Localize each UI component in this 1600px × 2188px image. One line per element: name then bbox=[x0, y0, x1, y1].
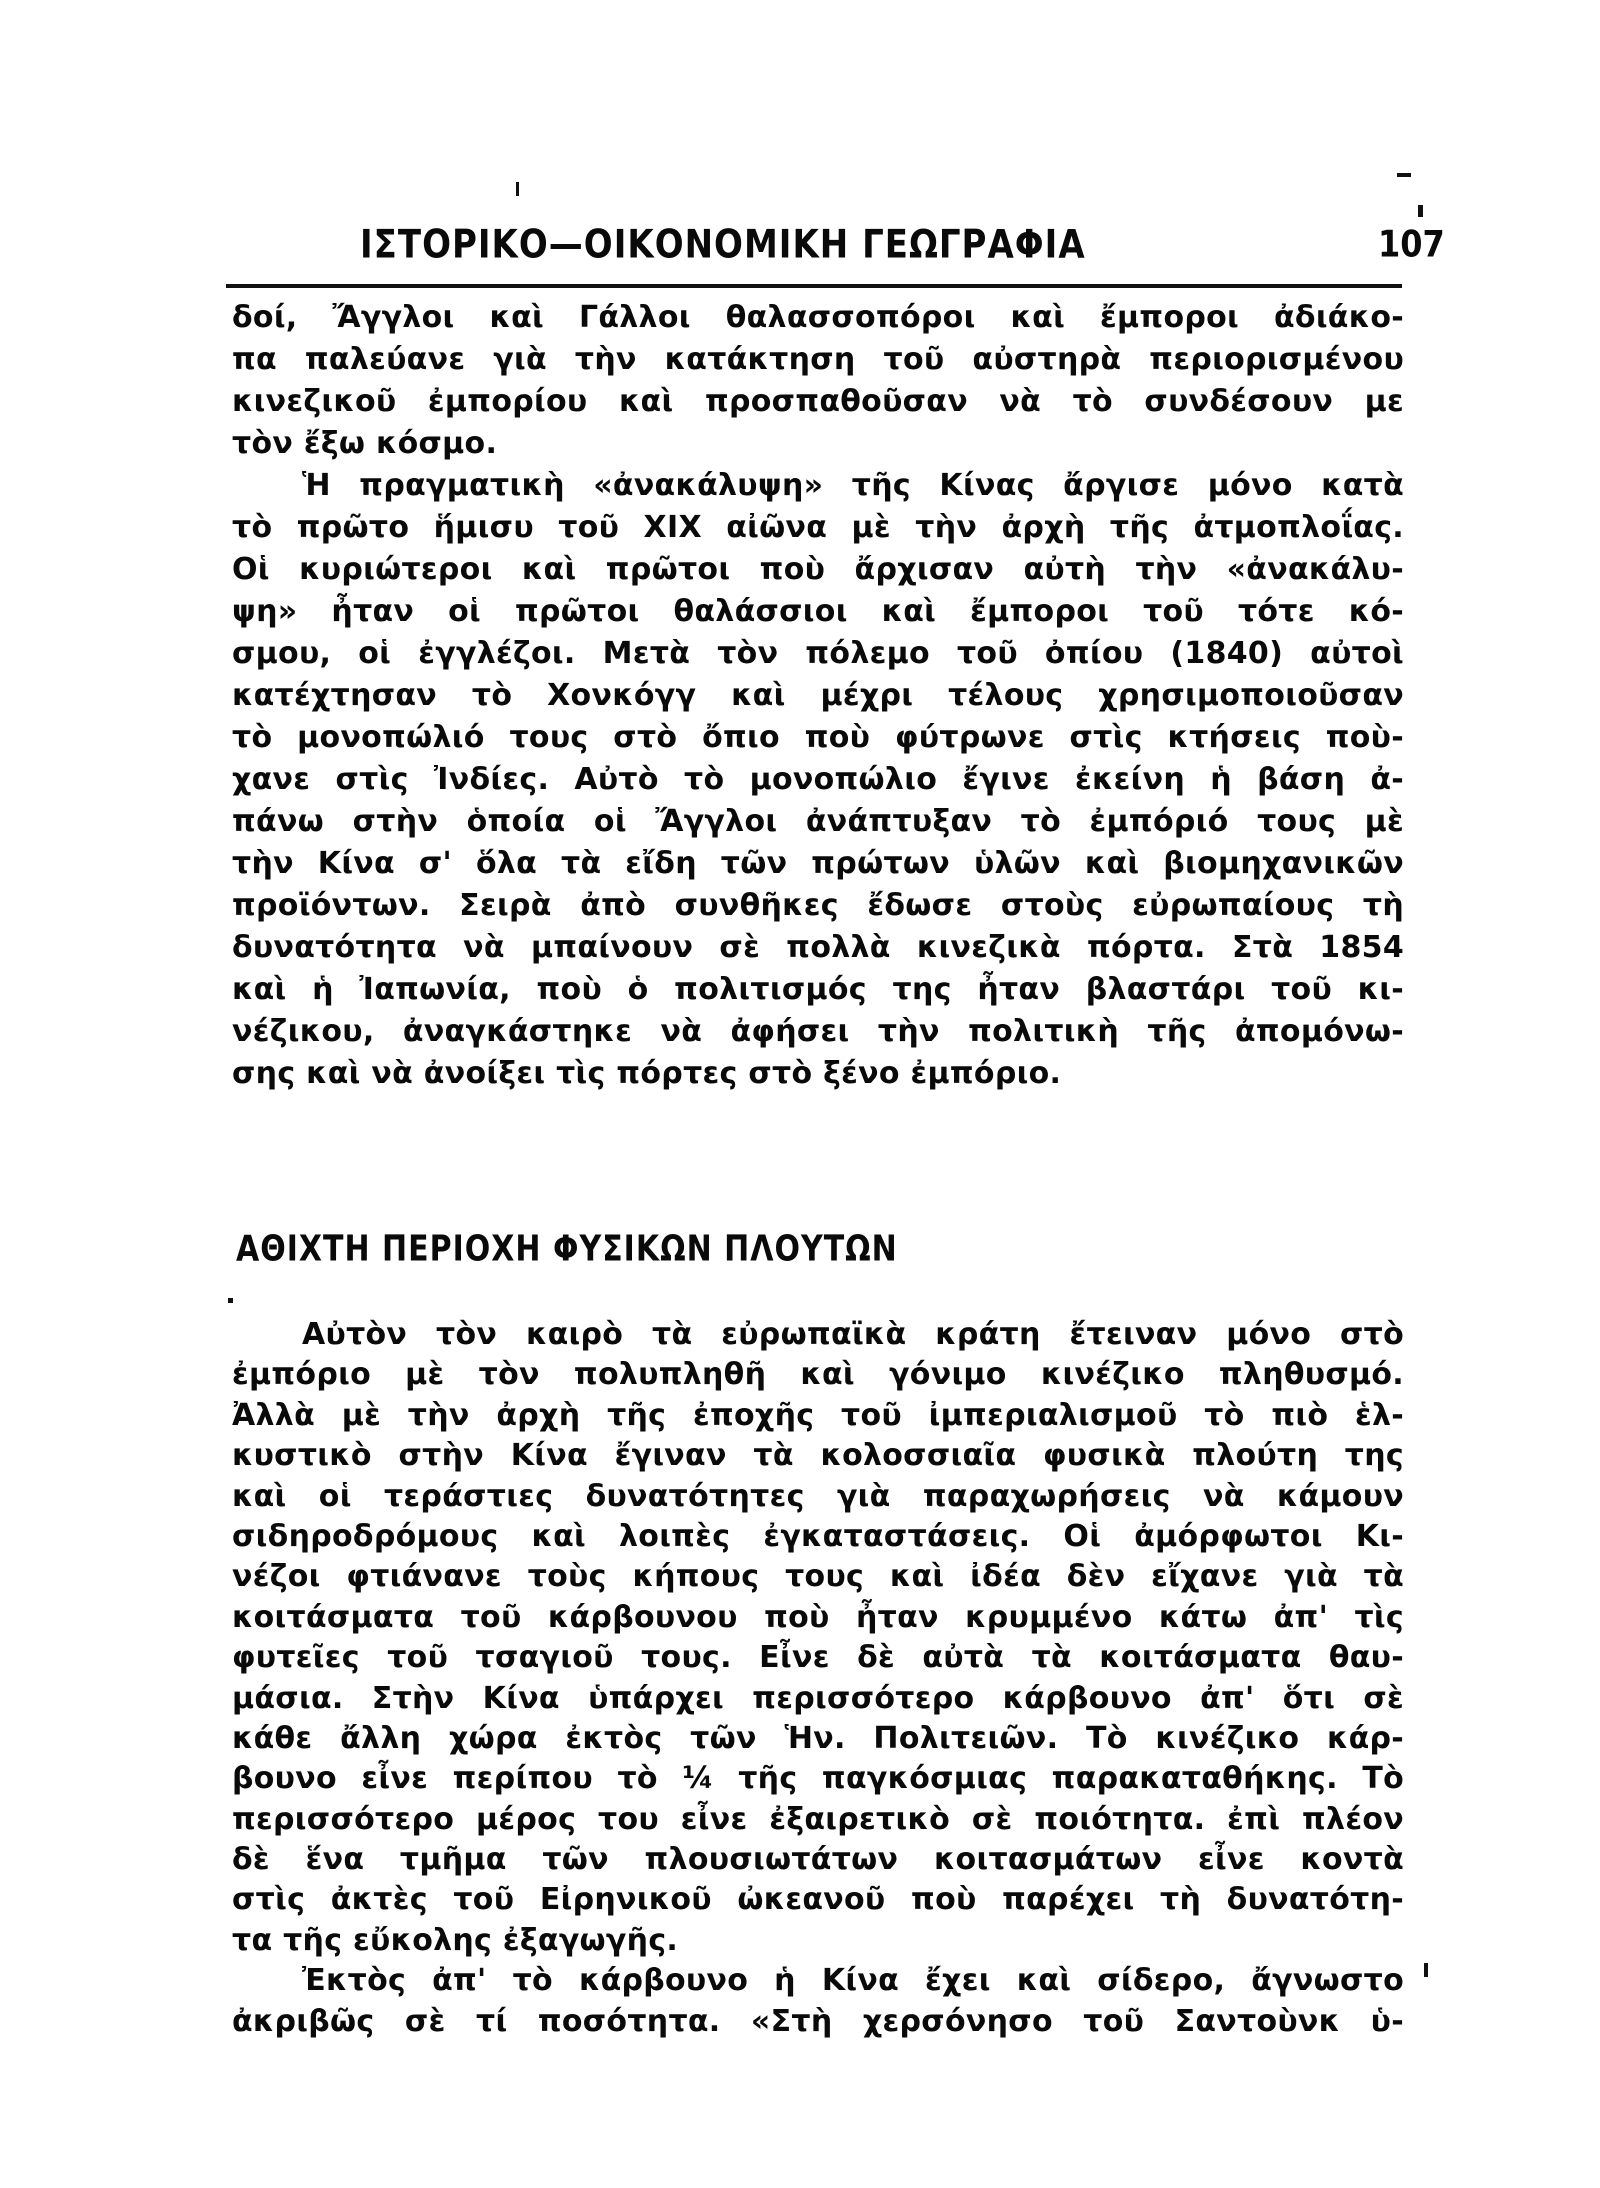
text-line: δὲ ἕνα τμῆμα τῶν πλουσιωτάτων κοιτασμάτων εἶνε κοντὰ bbox=[232, 1842, 1404, 1878]
scan-speck bbox=[228, 1298, 233, 1303]
text-line: τὸν ἔξω κόσμο. bbox=[232, 426, 498, 461]
text-line: ἐμπόριο μὲ τὸν πολυπληθῆ καὶ γόνιμο κινέζικο πληθυσμό. bbox=[232, 1357, 1404, 1393]
header-rule bbox=[226, 284, 1402, 288]
text-line: Ἐκτὸς ἀπ' τὸ κάρβουνο ἡ Κίνα ἔχει καὶ σίδερο, ἄγνωστο bbox=[302, 1963, 1404, 1999]
text-line: σμου, οἱ ἐγγλέζοι. Μετὰ τὸν πόλεμο τοῦ ὀπίου (1840) αὐτοὶ bbox=[232, 636, 1404, 671]
text-line: Ἡ πραγματικὴ «ἀνακάλυψη» τῆς Κίνας ἄργισε μόνο κατὰ bbox=[302, 468, 1404, 503]
text-line: πάνω στὴν ὁποία οἱ Ἄγγλοι ἀνάπτυξαν τὸ ἐμπόριό τους μὲ bbox=[232, 804, 1404, 839]
text-line: ψη» ἦταν οἱ πρῶτοι θαλάσσιοι καὶ ἔμποροι τοῦ τότε κό- bbox=[232, 594, 1404, 629]
text-line: τα τῆς εὔκολης ἐξαγωγῆς. bbox=[232, 1922, 679, 1958]
section-1-body bbox=[232, 297, 1404, 1095]
text-line: μάσια. Στὴν Κίνα ὑπάρχει περισσότερο κάρβουνο ἀπ' ὅτι σὲ bbox=[232, 1680, 1404, 1716]
text-line: βουνο εἶνε περίπου τὸ ¼ τῆς παγκόσμιας παρακαταθήκης. Τὸ bbox=[232, 1761, 1404, 1797]
text-line: πα παλεύανε γιὰ τὴν κατάκτηση τοῦ αὐστηρὰ περιορισμένου bbox=[232, 342, 1404, 377]
text-line: τὴν Κίνα σ' ὅλα τὰ εἴδη τῶν πρώτων ὑλῶν καὶ βιομηχανικῶν bbox=[232, 846, 1404, 881]
scan-speck bbox=[1424, 1963, 1428, 1977]
text-line: κάθε ἄλλη χώρα ἐκτὸς τῶν Ἡν. Πολιτειῶν. Τὸ κινέζικο κάρ- bbox=[232, 1720, 1404, 1756]
text-line: νέζοι φτιάνανε τοὺς κήπους τους καὶ ἰδέα δὲν εἴχανε γιὰ τὰ bbox=[232, 1559, 1404, 1595]
text-line: Αὐτὸν τὸν καιρὸ τὰ εὐρωπαϊκὰ κράτη ἔτειναν μόνο στὸ bbox=[302, 1317, 1404, 1352]
section-heading: ΑΘΙΧΤΗ ΠΕΡΙΟΧΗ ΦΥΣΙΚΩΝ ΠΛΟΥΤΩΝ bbox=[236, 1228, 898, 1270]
text-line: φυτεῖες τοῦ τσαγιοῦ τους. Εἶνε δὲ αὐτὰ τὰ κοιτάσματα θαυ- bbox=[232, 1640, 1404, 1676]
text-line: δοί, Ἄγγλοι καὶ Γάλλοι θαλασσοπόροι καὶ ἔμποροι ἀδιάκο- bbox=[232, 300, 1404, 335]
scan-speck bbox=[1418, 205, 1423, 217]
text-line: Οἱ κυριώτεροι καὶ πρῶτοι ποὺ ἄρχισαν αὐτὴ τὴν «ἀνακάλυ- bbox=[232, 552, 1404, 587]
text-line: προϊόντων. Σειρὰ ἀπὸ συνθῆκες ἔδωσε στοὺς εὐρωπαίους τὴ bbox=[232, 888, 1404, 923]
scan-speck bbox=[516, 182, 519, 196]
text-line: ἀκριβῶς σὲ τί ποσότητα. «Στὴ χερσόνησο τοῦ Σαντοὺνκ ὑ- bbox=[232, 2003, 1404, 2039]
text-line: τὸ μονοπώλιό τους στὸ ὄπιο ποὺ φύτρωνε στὶς κτήσεις ποὺ- bbox=[232, 720, 1404, 755]
text-line: νέζικου, ἀναγκάστηκε νὰ ἀφήσει τὴν πολιτικὴ τῆς ἀπομόνω- bbox=[232, 1014, 1404, 1049]
text-line: δυνατότητα νὰ μπαίνουν σὲ πολλὰ κινεζικὰ πόρτα. Στὰ 1854 bbox=[232, 930, 1404, 965]
text-line: στὶς ἀκτὲς τοῦ Εἰρηνικοῦ ὠκεανοῦ ποὺ παρέχει τὴ δυνατότη- bbox=[232, 1882, 1404, 1918]
text-line: κυστικὸ στὴν Κίνα ἔγιναν τὰ κολοσσιαῖα φυσικὰ πλούτη της bbox=[232, 1438, 1404, 1474]
text-line: κινεζικοῦ ἐμπορίου καὶ προσπαθοῦσαν νὰ τὸ συνδέσουν με bbox=[232, 384, 1404, 419]
scan-speck bbox=[1397, 173, 1411, 177]
text-line: κοιτάσματα τοῦ κάρβουνου ποὺ ἦταν κρυμμένο κάτω ἀπ' τὶς bbox=[232, 1599, 1404, 1635]
text-line: Ἀλλὰ μὲ τὴν ἀρχὴ τῆς ἐποχῆς τοῦ ἰμπεριαλισμοῦ τὸ πιὸ ἑλ- bbox=[232, 1397, 1404, 1433]
page-number: 107 bbox=[1378, 222, 1445, 266]
text-line: κατέχτησαν τὸ Χονκόγγ καὶ μέχρι τέλους χρησιμοποιοῦσαν bbox=[232, 678, 1404, 713]
section-2-body bbox=[232, 1315, 1404, 2042]
text-line: χανε στὶς Ἰνδίες. Αὐτὸ τὸ μονοπώλιο ἔγινε ἐκείνη ἡ βάση ἀ- bbox=[232, 762, 1404, 797]
text-line: περισσότερο μέρος του εἶνε ἐξαιρετικὸ σὲ ποιότητα. ἐπὶ πλέον bbox=[232, 1801, 1404, 1837]
running-title: ΙΣΤΟΡΙΚΟ—ΟΙΚΟΝΟΜΙΚΗ ΓΕΩΓΡΑΦΙΑ bbox=[360, 222, 1086, 268]
text-line: σιδηροδρόμους καὶ λοιπὲς ἐγκαταστάσεις. Οἱ ἀμόρφωτοι Κι- bbox=[232, 1518, 1404, 1554]
text-line: καὶ ἡ Ἰαπωνία, ποὺ ὁ πολιτισμός της ἦταν βλαστάρι τοῦ κι- bbox=[232, 972, 1404, 1007]
text-line: καὶ οἱ τεράστιες δυνατότητες γιὰ παραχωρήσεις νὰ κάμουν bbox=[232, 1478, 1404, 1514]
text-line: τὸ πρῶτο ἥμισυ τοῦ XIX αἰῶνα μὲ τὴν ἀρχὴ τῆς ἀτμοπλοΐας. bbox=[232, 510, 1404, 545]
text-line: σης καὶ νὰ ἀνοίξει τὶς πόρτες στὸ ξένο ἐμπόριο. bbox=[232, 1056, 1062, 1091]
